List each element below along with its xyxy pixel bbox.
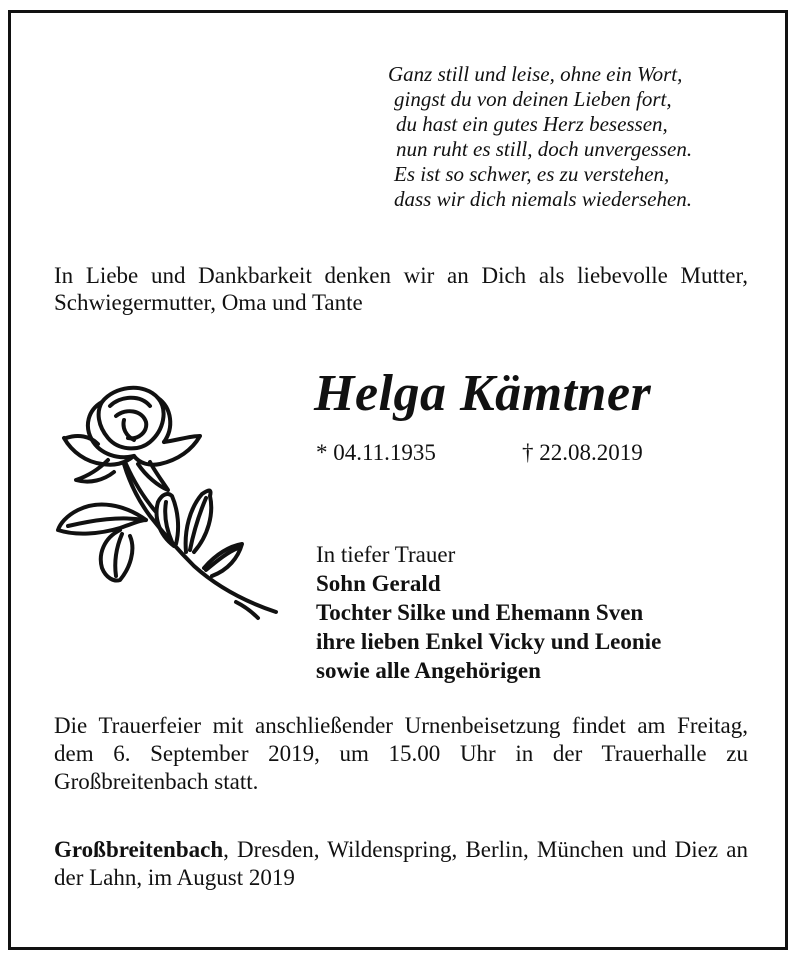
places-and-date bbox=[54, 836, 748, 892]
mourner-line: Sohn Gerald bbox=[316, 571, 441, 596]
life-dates bbox=[316, 440, 643, 466]
poem bbox=[388, 62, 692, 212]
intro-text: In Liebe und Dankbarkeit denken wir an Dich als liebevolle Mutter, Schwiegermutter, Oma und Tante bbox=[54, 263, 748, 315]
mourner-line: ihre lieben Enkel Vicky und Leonie bbox=[316, 629, 662, 654]
poem-line: du hast ein gutes Herz besessen, bbox=[396, 112, 668, 136]
mourner-line: sowie alle Angehörigen bbox=[316, 658, 541, 683]
deceased-name: Helga Kämtner bbox=[314, 365, 652, 422]
poem-line: Ganz still und leise, ohne ein Wort, bbox=[388, 62, 683, 86]
death-date: † 22.08.2019 bbox=[522, 440, 643, 465]
mourner-line: Tochter Silke und Ehemann Sven bbox=[316, 600, 644, 625]
birth-date: * 04.11.1935 bbox=[316, 440, 436, 465]
mourning-heading: In tiefer Trauer bbox=[316, 542, 456, 567]
rose-icon bbox=[54, 380, 286, 630]
poem-line: nun ruht es still, doch unvergessen. bbox=[396, 137, 693, 161]
mourners-block bbox=[316, 540, 661, 685]
service-announcement: Die Trauerfeier mit anschließender Urnenbeisetzung findet am Freitag, dem 6. September 2019, um 15.00 Uhr in der Trauerhalle zu Großbreitenbach statt. bbox=[54, 713, 748, 794]
places-rest: , Dresden, Wildenspring, Berlin, München und Diez an der Lahn, im August 2019 bbox=[54, 837, 748, 890]
poem-line: gingst du von deinen Lieben fort, bbox=[394, 87, 672, 111]
places-bold: Großbreitenbach bbox=[54, 837, 224, 862]
poem-line: dass wir dich niemals wiedersehen. bbox=[394, 187, 693, 211]
poem-line: Es ist so schwer, es zu verstehen, bbox=[394, 162, 670, 186]
